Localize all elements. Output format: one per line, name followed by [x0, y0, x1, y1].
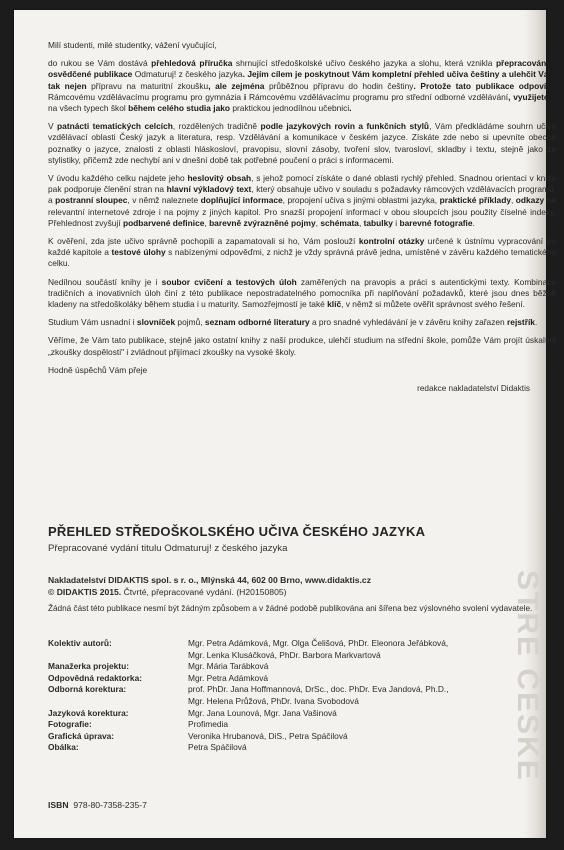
bold-term: přehledová příručka — [151, 58, 233, 69]
credits-list — [48, 638, 518, 754]
text-run: V — [48, 121, 58, 132]
credit-value: prof. PhDr. Jana Hoffmannová, DrSc., doc. PhDr. Eva Jandová, Ph.D., — [188, 684, 449, 695]
credit-label: Odpovědná redaktorka: — [48, 672, 143, 683]
credit-value: Petra Spáčilová — [188, 742, 247, 753]
text-run: určené k ústnímu vypracování po každé kapitole a — [48, 236, 556, 258]
isbn-label: ISBN — [48, 800, 69, 810]
text-run: praktickou jednodílnou učebnici — [232, 103, 350, 114]
text-run: přípravu na maturitní zkoušku — [91, 80, 209, 91]
bold-term: podbarvené definice — [122, 217, 205, 228]
credit-label: Manažerka projektu: — [48, 661, 129, 672]
paragraph-6 — [48, 317, 556, 328]
paragraph-4 — [48, 236, 556, 270]
bold-term: . Protože tato publikace odpovídá — [413, 80, 556, 91]
text-run: na všech typech škol — [48, 103, 126, 114]
rights-notice: Žádná část této publikace nesmí být žádným způsobem a v žádné podobě publikována ani šířena bez výslovného svolení vydavatele. — [48, 604, 533, 613]
credit-row — [48, 719, 518, 731]
credit-label: Odborná korektura: — [48, 684, 127, 695]
bold-term: testové úlohy — [111, 247, 166, 258]
bold-term: přepracováním osvědčené publikace — [48, 58, 556, 80]
text-run: K ověření, zda jste učivo správně pochopili a zapamatovali si ho, Vám poslouží — [48, 236, 359, 247]
text-run: , s jehož pomocí získáte o dané oblasti rychlý přehled. Snadnou orientaci v knize pak podporuje členění stran na — [48, 173, 556, 195]
bold-term: . — [349, 103, 352, 114]
paragraph-3 — [48, 173, 556, 229]
text-run: pojmů, — [175, 317, 205, 328]
text-run: a pro snadné vyhledávání je v závěru knihy zařazen — [309, 317, 508, 328]
credit-row — [48, 731, 518, 743]
bold-term: rejstřík — [507, 317, 535, 328]
signature: redakce nakladatelství Didaktis — [417, 384, 530, 394]
credit-value: Mgr. Helena Průžová, PhDr. Ivana Svobodová — [188, 695, 359, 706]
credit-row — [48, 650, 518, 662]
text-run: i — [392, 217, 400, 228]
text-run: Rámcovému vzdělávacímu programu pro střední odborné vzdělávání — [248, 91, 509, 102]
bold-term: klíč — [327, 299, 342, 310]
bold-term: soubor cvičení a testových úloh — [161, 276, 297, 287]
bold-term: hlavní výkladový text — [166, 184, 252, 195]
bold-term: seznam odborné literatury — [204, 317, 310, 328]
text-run: s nabízenými odpověďmi, z nichž je vždy správná právě jedna, umístěné v závěru každého tematického celku. — [48, 247, 557, 269]
book-page — [14, 10, 557, 838]
text-run: Odmaturuj! z českého jazyka — [134, 69, 243, 80]
bold-term: patnácti tematických celcích — [57, 121, 173, 132]
credit-row — [48, 684, 518, 696]
bold-term: postranní sloupec — [55, 195, 128, 206]
text-run: . — [472, 217, 475, 228]
credit-row — [48, 661, 518, 673]
text-run: , — [315, 217, 321, 228]
credit-row — [48, 673, 518, 685]
bold-term: doplňující informace — [200, 195, 283, 206]
book-title: PŘEHLED STŘEDOŠKOLSKÉHO UČIVA ČESKÉHO JAZYKA — [48, 524, 426, 539]
credit-row — [48, 708, 518, 720]
text-run: zaměřených na pravopis a práci s autentickými texty. Kombinace tradičních a inovativních úloh činí z této publikace nepostradatelného pomocníka při naplňování požadavků, které jsou dnes běžně kladeny na středoškoláky během studia i u maturity. Samozřejmostí je také — [48, 276, 556, 310]
paragraph-7: Věříme, že Vám tato publikace, stejně jako ostatní knihy z naší produkce, ulehčí studium na střední škole, pomůže Vám projít úskalími „zkoušky dospělosti" i zvládnout přijímací zkoušky na vysoké školy. — [48, 335, 556, 357]
text-run: , — [204, 217, 210, 228]
intro-text — [48, 40, 556, 394]
credit-value: Mgr. Petra Adámková — [188, 672, 269, 683]
credit-label — [48, 650, 188, 662]
text-run: , v němž si můžete ověřit správnost svého řešení. — [341, 299, 525, 310]
text-run: do rukou se Vám dostává — [48, 58, 152, 69]
credit-label: Kolektiv autorů: — [48, 638, 112, 648]
text-run: shrnující středoškolské učivo českého jazyka a slohu, která vznikla — [232, 58, 496, 69]
credit-value: Veronika Hrubanová, DiS., Petra Spáčilová — [188, 730, 348, 741]
credit-value: Mgr. Mária Tarábková — [188, 661, 269, 672]
bold-term: kontrolní otázky — [358, 236, 425, 247]
bold-term: . Jejím cílem je poskytnout Vám kompletní přehled učiva češtiny a ulehčit Vám tak nejen — [48, 69, 556, 91]
bold-term: barevné fotografie — [399, 217, 473, 228]
credit-label: Fotografie: — [48, 719, 92, 730]
text-run: Rámcovému vzdělávacímu programu pro gymnázia — [48, 91, 242, 102]
credit-label: Grafická úprava: — [48, 730, 115, 741]
text-run: , — [510, 195, 516, 206]
bold-term: schémata — [320, 217, 359, 228]
text-run: na relevantní internetové zdroje i na pojmy z jiných kapitol. Pro snazší propojení informací v obou sloupcích jsou použity číselné indexy. Přehlednost zvyšují — [48, 195, 556, 228]
bold-term: heslovitý obsah — [187, 173, 252, 184]
text-run: . — [534, 317, 538, 328]
credit-row — [48, 696, 518, 708]
credit-value: Mgr. Lenka Klusáčková, PhDr. Barbora Markvartová — [188, 649, 381, 660]
credit-label — [48, 696, 188, 708]
credit-row — [48, 742, 518, 754]
bold-term: , ale zejména — [208, 80, 269, 91]
text-run: V úvodu každého celku najdete jeho — [48, 173, 188, 184]
credit-value: Profimedia — [188, 719, 229, 730]
greeting: Milí studenti, milé studentky, vážení vyučující, — [48, 40, 217, 50]
credit-label: Obálka: — [48, 742, 79, 753]
bold-term: tabulky — [363, 217, 393, 228]
text-run: , propojení učiva s jinými oblastmi jazyka, — [282, 195, 440, 206]
credit-label: Jazyková korektura: — [48, 707, 129, 718]
bold-term: , využijete ji — [508, 91, 557, 102]
bold-term: odkazy — [515, 195, 545, 206]
publisher-line: Nakladatelství DIDAKTIS spol. s r. o., Mlýnská 44, 602 00 Brno, www.didaktis.cz — [48, 575, 372, 585]
bold-term: praktické příklady — [439, 195, 511, 206]
bold-term: podle jazykových rovin a funkčních stylů — [260, 121, 430, 132]
credit-row — [48, 638, 518, 650]
closing: Hodně úspěchů Vám přeje — [48, 364, 148, 375]
credit-value: Mgr. Jana Lounová, Mgr. Jana Vašinová — [188, 707, 337, 718]
bold-term: i — [241, 91, 249, 102]
text-run: , Vám předkládáme souhrn učiva vzdělávací oblasti Český jazyk a literatura, resp. Vzdělávání a komunikace v českém jazyce. Získáte zde nebo si upevníte obecné poznatky o jazyce, znalosti z oblasti hláskosloví, pravopisu, slovní zásoby, tvoření slov, tvarosloví, skladby i textu, stejně jako ze stylistiky, přičemž zde nechybí ani v dnešní době tak potřebné poučení o práci s informacemi. — [48, 121, 556, 165]
text-run: , — [358, 217, 364, 228]
paragraph-5 — [48, 277, 556, 311]
text-run: , v němž naleznete — [127, 195, 201, 206]
text-run: Nedílnou součástí knihy je i — [48, 276, 162, 287]
publisher-info — [48, 574, 371, 598]
isbn — [48, 800, 147, 810]
credit-value: Mgr. Petra Adámková, Mgr. Olga Čelišová, PhDr. Eleonora Jeřábková, — [188, 638, 449, 648]
bleed-through-watermark: STŘE ČESKÉ — [511, 570, 544, 782]
isbn-value: 978-80-7358-235-7 — [73, 800, 147, 810]
book-subtitle: Přepracované vydání titulu Odmaturuj! z českého jazyka — [48, 543, 288, 554]
text-run: , který obsahuje učivo v souladu s požadavky rámcových vzdělávacích programů, a — [48, 184, 556, 206]
bold-term: slovníček — [136, 317, 176, 328]
paragraph-1 — [48, 58, 556, 114]
bold-term: barevně zvýrazněné pojmy — [209, 217, 316, 228]
paragraph-2 — [48, 121, 556, 166]
copyright: © DIDAKTIS 2015. — [48, 587, 122, 597]
text-run: průběžnou přípravu do hodin češtiny — [268, 80, 414, 91]
text-run: , rozdělených tradičně — [172, 121, 261, 132]
text-run: Studium Vám usnadní i — [48, 317, 137, 328]
edition: Čtvrté, přepracované vydání. (H20150805) — [121, 587, 287, 597]
bold-term: během celého studia jako — [125, 103, 233, 114]
